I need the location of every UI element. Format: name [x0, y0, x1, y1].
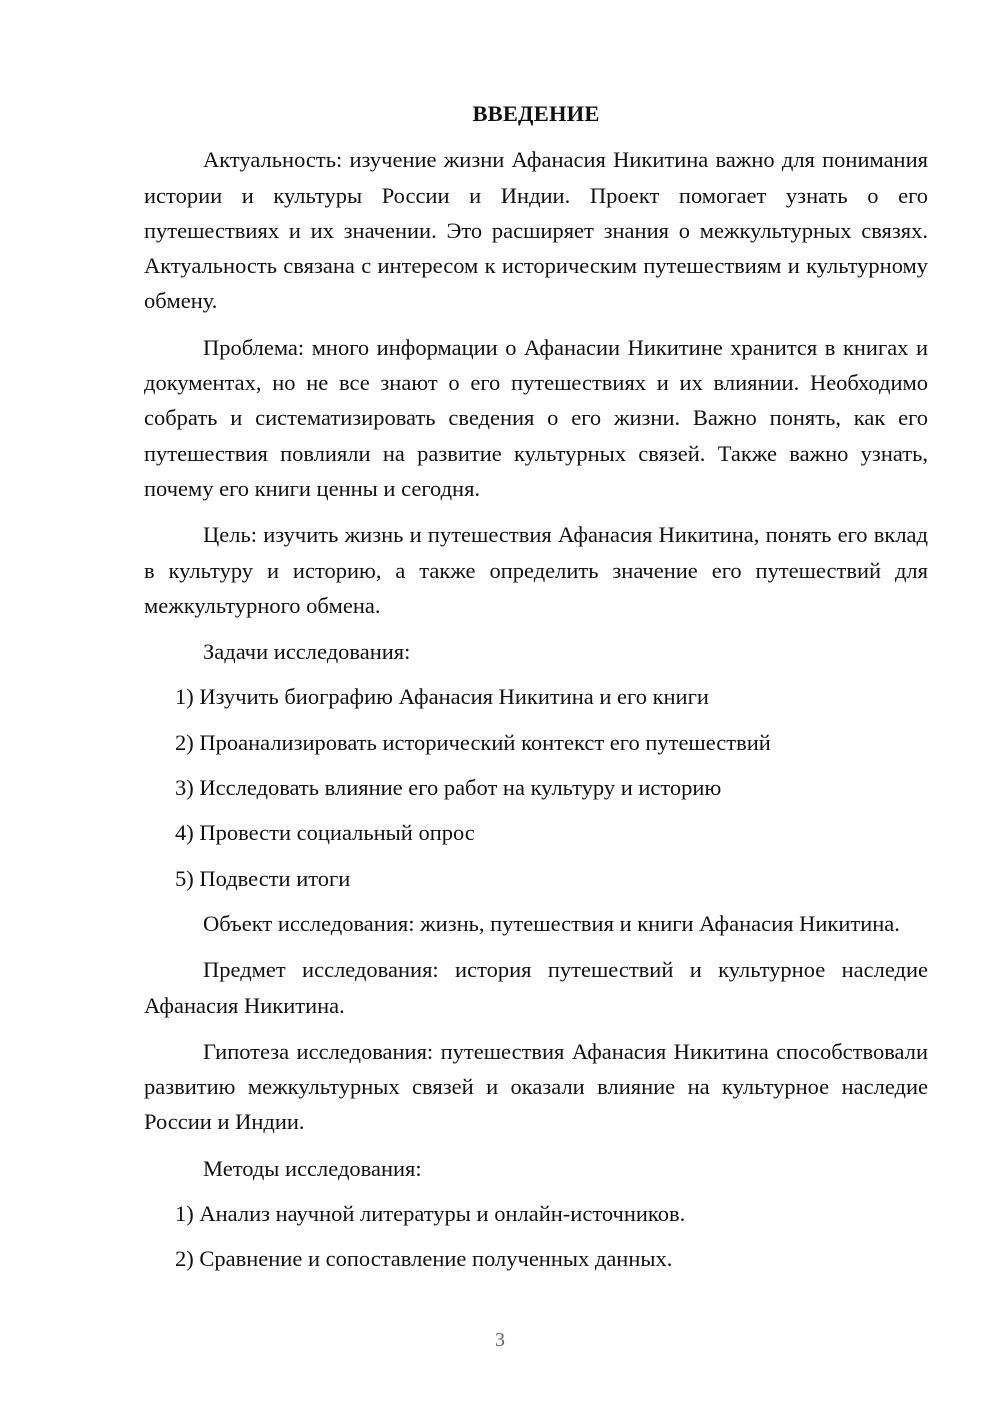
- goal-paragraph: Цель: изучить жизнь и путешествия Афанасия Никитина, понять его вклад в культуру и историю, а также определить значение его путешествий для межкультурного обмена.: [144, 522, 928, 618]
- list-item: 1) Изучить биографию Афанасия Никитина и его книги: [175, 684, 709, 710]
- list-item: 5) Подвести итоги: [175, 865, 351, 891]
- list-item: 3) Исследовать влияние его работ на культуру и историю: [175, 775, 722, 801]
- methods-title: Методы исследования:: [203, 1155, 422, 1181]
- list-item: 2) Проанализировать исторический контекст его путешествий: [175, 729, 771, 755]
- page-number: 3: [495, 1329, 505, 1351]
- section-heading: ВВЕДЕНИЕ: [472, 101, 600, 126]
- relevance-paragraph: Актуальность: изучение жизни Афанасия Никитина важно для понимания истории и культуры России и Индии. Проект помогает узнать о его путешествиях и их значении. Это расширяет знания о межкультурных связях. Актуальность связана с интересом к историческим путешествиям и культурному обмену.: [144, 147, 928, 314]
- problem-paragraph: Проблема: много информации о Афанасии Никитине хранится в книгах и документах, но не все знают о его путешествиях и их влиянии. Необходимо собрать и систематизировать сведения о его жизни. Важно понять, как его путешествия повлияли на развитие культурных связей. Также важно узнать, почему его книги ценны и сегодня.: [144, 334, 928, 501]
- hypothesis-paragraph: Гипотеза исследования: путешествия Афанасия Никитина способствовали развитию межкультурных связей и оказали влияние на культурное наследие России и Индии.: [144, 1038, 928, 1135]
- tasks-list: [144, 679, 928, 895]
- methods-list: [144, 1196, 928, 1277]
- tasks-title: Задачи исследования:: [203, 639, 411, 665]
- document-body: [144, 96, 928, 1287]
- list-item: 4) Провести социальный опрос: [175, 820, 475, 846]
- subject-paragraph: Предмет исследования: история путешествий и культурное наследие Афанасия Никитина.: [144, 957, 928, 1018]
- list-item: 2) Сравнение и сопоставление полученных данных.: [175, 1246, 673, 1272]
- object-paragraph: Объект исследования: жизнь, путешествия и книги Афанасия Никитина.: [203, 910, 900, 936]
- list-item: 1) Анализ научной литературы и онлайн-источников.: [175, 1201, 686, 1227]
